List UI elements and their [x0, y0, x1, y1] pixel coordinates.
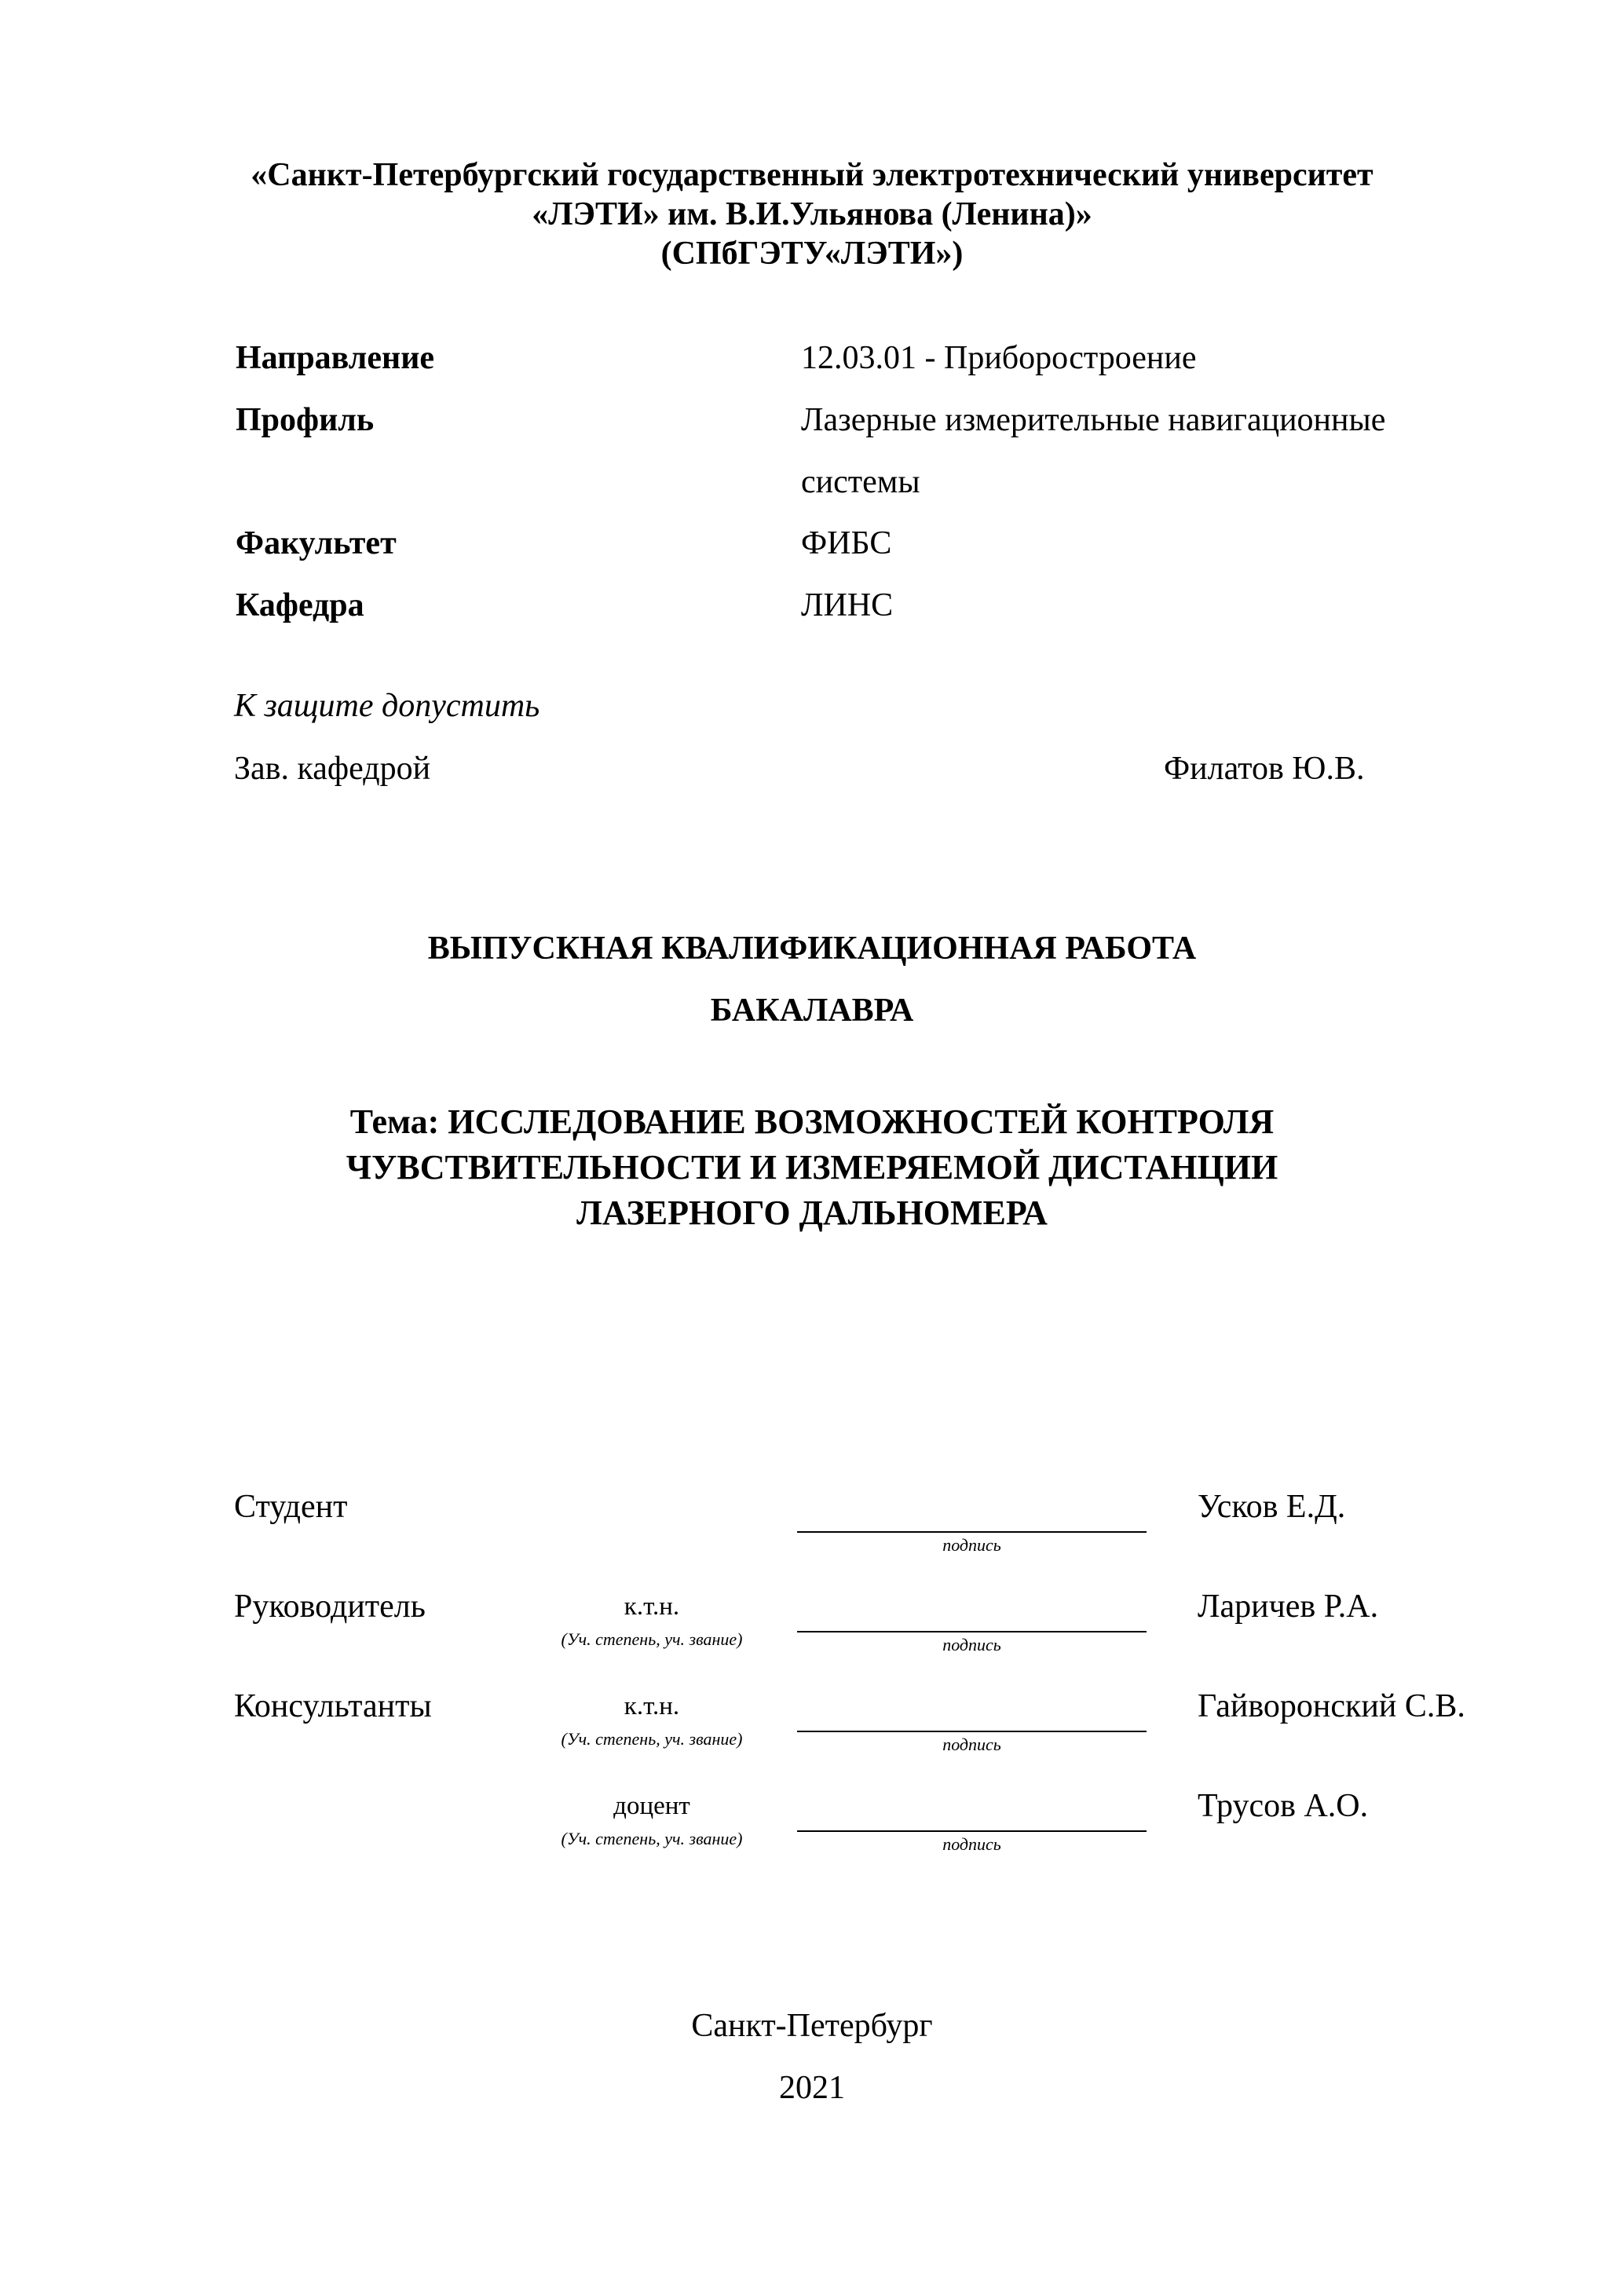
student-name: Усков Е.Д.: [1198, 1489, 1346, 1525]
city: Санкт-Петербург: [691, 2008, 933, 2044]
faculty-value: ФИБС: [801, 525, 892, 561]
university-name-line1: «Санкт-Петербургский государственный электротехнический университет: [251, 157, 1373, 193]
topic-line2: ЧУВСТВИТЕЛЬНОСТИ И ИЗМЕРЯЕМОЙ ДИСТАНЦИИ: [346, 1148, 1278, 1186]
consultant1-signature-line: [797, 1731, 1147, 1732]
head-of-department-label: Зав. кафедрой: [234, 751, 431, 787]
department-value: ЛИНС: [801, 587, 894, 623]
consultant2-signature-line: [797, 1830, 1147, 1832]
supervisor-degree-note: (Уч. степень, уч. звание): [561, 1629, 743, 1649]
student-signature-note: подпись: [942, 1535, 1001, 1555]
faculty-label: Факультет: [236, 525, 397, 561]
consultant1-degree: к.т.н.: [624, 1692, 680, 1720]
profile-label: Профиль: [236, 402, 375, 438]
supervisor-degree: к.т.н.: [624, 1592, 680, 1621]
direction-label: Направление: [236, 340, 435, 376]
admit-to-defense: К защите допустить: [234, 688, 540, 724]
work-title-line1: ВЫПУСКНАЯ КВАЛИФИКАЦИОННАЯ РАБОТА: [427, 930, 1197, 967]
head-of-department-name: Филатов Ю.В.: [1164, 751, 1365, 787]
consultant1-degree-note: (Уч. степень, уч. звание): [561, 1729, 743, 1749]
topic-line1: Тема: ИССЛЕДОВАНИЕ ВОЗМОЖНОСТЕЙ КОНТРОЛЯ: [349, 1102, 1275, 1141]
year: 2021: [779, 2070, 845, 2106]
department-label: Кафедра: [236, 587, 364, 623]
consultant2-degree-note: (Уч. степень, уч. звание): [561, 1829, 743, 1848]
supervisor-signature-line: [797, 1631, 1147, 1632]
student-signature-line: [797, 1531, 1147, 1533]
supervisor-name: Ларичев Р.А.: [1198, 1589, 1379, 1625]
supervisor-role: Руководитель: [234, 1589, 426, 1625]
student-role: Студент: [234, 1489, 348, 1525]
consultant2-name: Трусов А.О.: [1198, 1788, 1369, 1824]
direction-value: 12.03.01 - Приборостроение: [801, 340, 1197, 376]
consultant2-signature-note: подпись: [942, 1834, 1001, 1854]
work-title-line2: БАКАЛАВРА: [710, 993, 914, 1029]
profile-value-continued: системы: [801, 464, 920, 500]
topic-line3: ЛАЗЕРНОГО ДАЛЬНОМЕРА: [576, 1194, 1048, 1232]
consultant2-degree: доцент: [613, 1792, 690, 1820]
university-abbreviation: (СПбГЭТУ«ЛЭТИ»): [660, 236, 964, 272]
supervisor-signature-note: подпись: [942, 1635, 1001, 1654]
consultant1-name: Гайворонский С.В.: [1198, 1688, 1465, 1724]
consultant1-signature-note: подпись: [942, 1735, 1001, 1754]
profile-value: Лазерные измерительные навигационные: [801, 402, 1386, 438]
university-name-line2: «ЛЭТИ» им. В.И.Ульянова (Ленина)»: [532, 196, 1092, 232]
consultants-role: Консультанты: [234, 1688, 432, 1724]
